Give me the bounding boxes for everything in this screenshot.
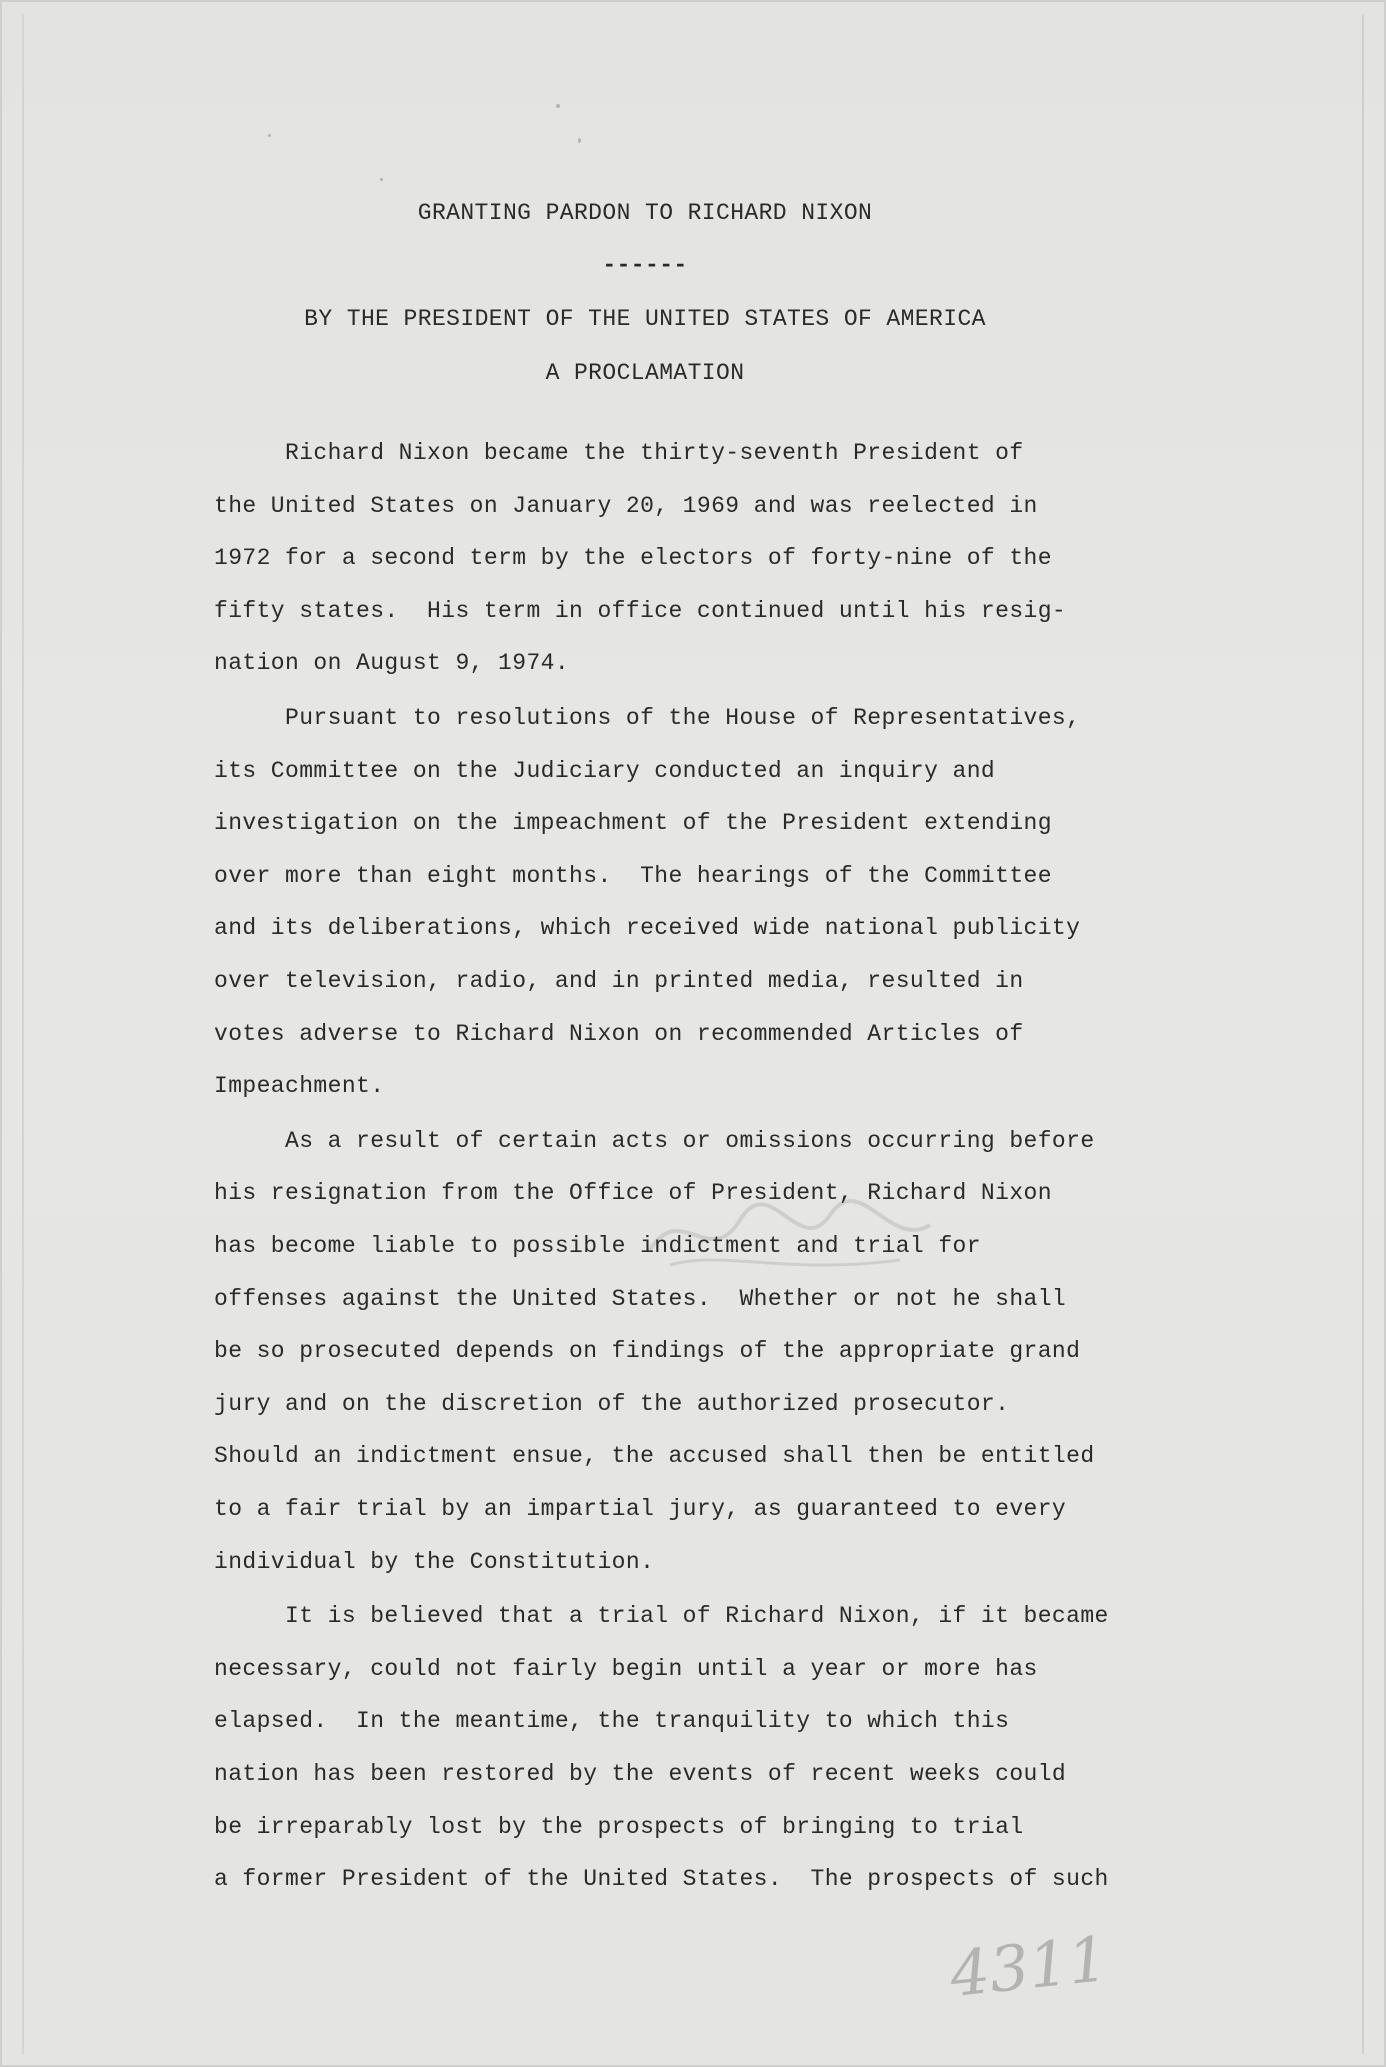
speck <box>556 104 560 108</box>
body-line: its Committee on the Judiciary conducted an inquiry and <box>214 757 996 784</box>
body-line: has become liable to possible indictment and trial for <box>214 1233 981 1259</box>
body-line: As a result of certain acts or omissions occurring before <box>214 1127 1095 1154</box>
proclamation-heading: A PROCLAMATION <box>545 360 745 386</box>
body-line: jury and on the discretion of the authorized prosecutor. <box>214 1390 1010 1417</box>
body-line: necessary, could not fairly begin until a year or more has <box>214 1655 1038 1682</box>
body-line: nation has been restored by the events of recent weeks could <box>214 1761 1067 1787</box>
body-line: votes adverse to Richard Nixon on recommended Articles of <box>214 1020 1024 1047</box>
body-line: to a fair trial by an impartial jury, as guaranteed to every <box>214 1496 1067 1522</box>
body-line: It is believed that a trial of Richard Nixon, if it became <box>214 1603 1109 1630</box>
body-line: offenses against the United States. Whether or not he shall <box>214 1285 1067 1312</box>
body-line: over television, radio, and in printed media, resulted in <box>214 968 1024 994</box>
body-line: Richard Nixon became the thirty-seventh President of <box>214 440 1024 466</box>
document-title: GRANTING PARDON TO RICHARD NIXON <box>417 200 873 226</box>
body-line: be so prosecuted depends on findings of the appropriate grand <box>214 1338 1081 1365</box>
body-line: Pursuant to resolutions of the House of Representatives, <box>214 705 1081 731</box>
speck <box>578 138 581 143</box>
body-line: investigation on the impeachment of the President extending <box>214 810 1052 837</box>
body-line: be irreparably lost by the prospects of bringing to trial <box>214 1813 1024 1840</box>
body-line: his resignation from the Office of President, Richard Nixon <box>214 1180 1052 1207</box>
speck <box>268 134 271 137</box>
body-line: nation on August 9, 1974. <box>214 650 570 677</box>
body-line: over more than eight months. The hearings of the Committee <box>214 862 1052 889</box>
body-line: Should an indictment ensue, the accused shall then be entitled <box>214 1443 1095 1470</box>
title-separator: ------ <box>602 252 688 278</box>
body-line: 1972 for a second term by the electors of forty-nine of the <box>214 545 1052 572</box>
body-line: fifty states. His term in office continued until his resig- <box>214 597 1067 624</box>
body-line: the United States on January 20, 1969 and was reelected in <box>214 492 1038 519</box>
body-line: Impeachment. <box>214 1073 385 1100</box>
speck <box>380 178 383 181</box>
by-line: BY THE PRESIDENT OF THE UNITED STATES OF AMERICA <box>304 306 986 332</box>
body-line: elapsed. In the meantime, the tranquility to which this <box>214 1708 1010 1735</box>
body-line: and its deliberations, which received wide national publicity <box>214 915 1081 942</box>
body-line: a former President of the United States. The prospects of such <box>214 1866 1109 1893</box>
pencil-annotation: 4311 <box>946 1921 1112 2012</box>
body-line: individual by the Constitution. <box>214 1548 655 1575</box>
